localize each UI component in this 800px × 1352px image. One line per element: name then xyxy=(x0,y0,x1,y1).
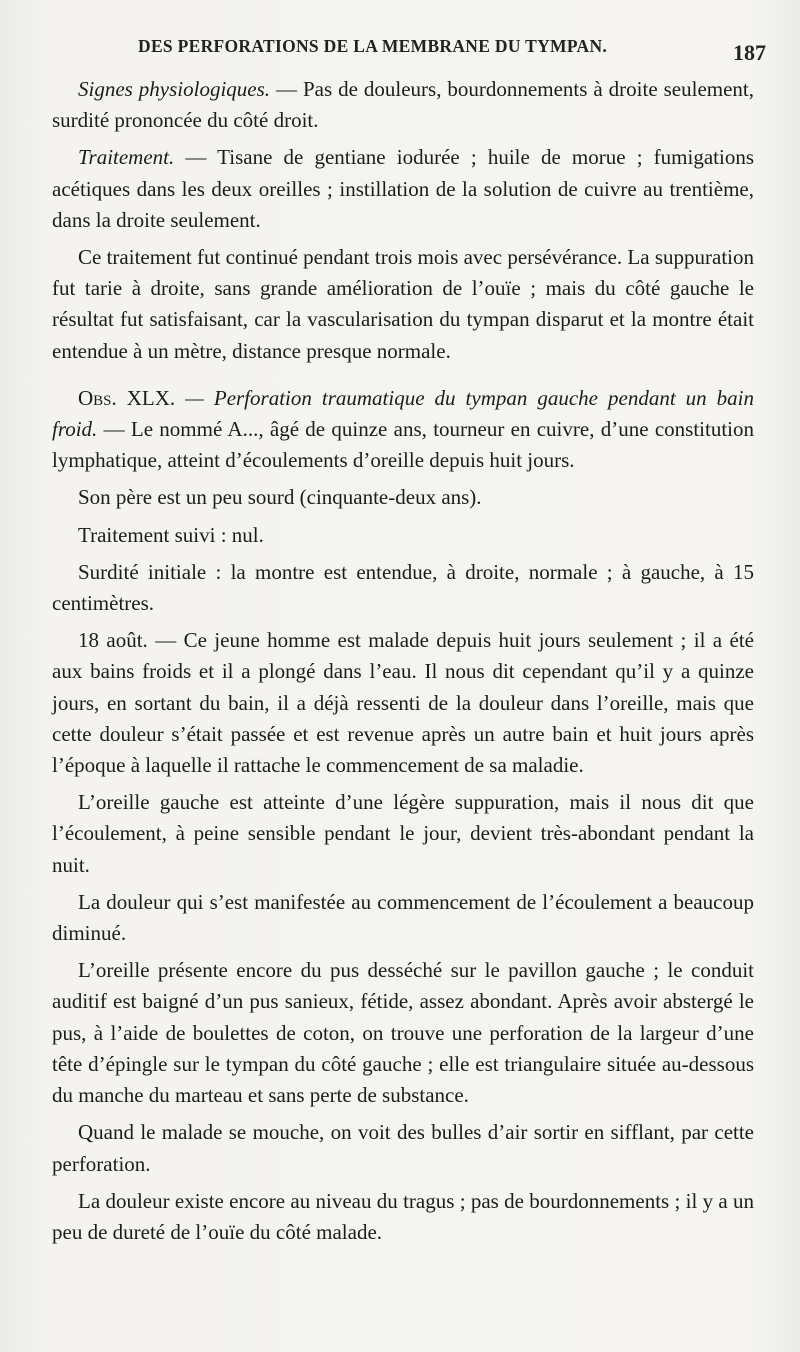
observation-heading xyxy=(52,383,754,477)
section-lead: Signes physiologiques. xyxy=(78,77,271,101)
paragraph-text: 18 août. — Ce jeune homme est malade depuis huit jours seulement ; il a été aux bains froids et il a plongé dans l’eau. Il nous dit cependant qu’il y a quinze jours, en sortant du bain, il a déjà ressenti de la douleur dans l’oreille, mais que cette douleur s’était passée et est revenue après un autre bain et huit jours après l’époque à laquelle il rattache le commencement de sa maladie. xyxy=(52,628,754,778)
paragraph-traitement xyxy=(52,142,754,236)
observation-number: Obs. XLX. xyxy=(78,385,176,410)
page-body xyxy=(52,74,754,1254)
paragraph-text: Son père est un peu sourd (cinquante-deux ans). xyxy=(78,485,482,510)
paragraph-text: Surdité initiale : la montre est entendue, à droite, normale ; à gauche, à 15 centimètres. xyxy=(52,559,754,616)
page-number: 187 xyxy=(733,40,766,65)
section-lead: Traitement. xyxy=(78,145,175,170)
observation-title: — Perforation traumatique du tympan gauche pendant un bain froid. xyxy=(52,385,754,442)
paragraph-text: — Tisane de gentiane iodurée ; huile de morue ; fumigations acétiques dans les deux oreilles ; instillation de la solution de cuivre au trentième, dans la droite seulement. xyxy=(52,145,754,232)
paragraph-text: Quand le malade se mouche, on voit des bulles d’air sortir en sifflant, par cette perforation. xyxy=(52,1120,754,1176)
paragraph-text: La douleur existe encore au niveau du tragus ; pas de bourdonnements ; il y a un peu de dureté de l’ouïe du côté malade. xyxy=(52,1188,754,1244)
paragraph-text: La douleur qui s’est manifestée au commencement de l’écoulement a beaucoup diminué. xyxy=(52,889,754,946)
paragraph-text: L’oreille présente encore du pus desséché sur le pavillon gauche ; le conduit auditif est baigné d’un pus sanieux, fétide, assez abondant. Après avoir abstergé le pus, à l’aide de boulettes de coton, on trouve une perforation de la largeur d’une tête d’épingle sur le tympan du côté gauche ; elle est triangulaire située au-dessous du manche du marteau et sans perte de substance. xyxy=(52,958,754,1108)
paragraph-signes xyxy=(52,74,754,136)
paragraph-text: Ce traitement fut continué pendant trois mois avec persévérance. La suppuration fut tarie à droite, sans grande amélioration de l’ouïe ; mais du côté gauche le résultat fut satisfaisant, car la vascularisation du tympan disparut et la montre était entendue à un mètre, distance presque normale. xyxy=(52,245,754,363)
paragraph-text: — Pas de douleurs, bourdonnements à droite seulement, surdité prononcée du côté droit. xyxy=(52,77,755,133)
running-title: DES PERFORATIONS DE LA MEMBRANE DU TYMPAN. xyxy=(138,36,608,56)
paragraph-text: Traitement suivi : nul. xyxy=(78,522,264,547)
paragraph-text: — Le nommé A..., âgé de quinze ans, tourneur en cuivre, d’une constitution lymphatique, atteint d’écoulements d’oreille depuis huit jours. xyxy=(52,417,754,473)
paragraph-text: L’oreille gauche est atteinte d’une légère suppuration, mais il nous dit que l’écoulement, à peine sensible pendant le jour, devient très-abondant pendant la nuit. xyxy=(52,790,754,877)
